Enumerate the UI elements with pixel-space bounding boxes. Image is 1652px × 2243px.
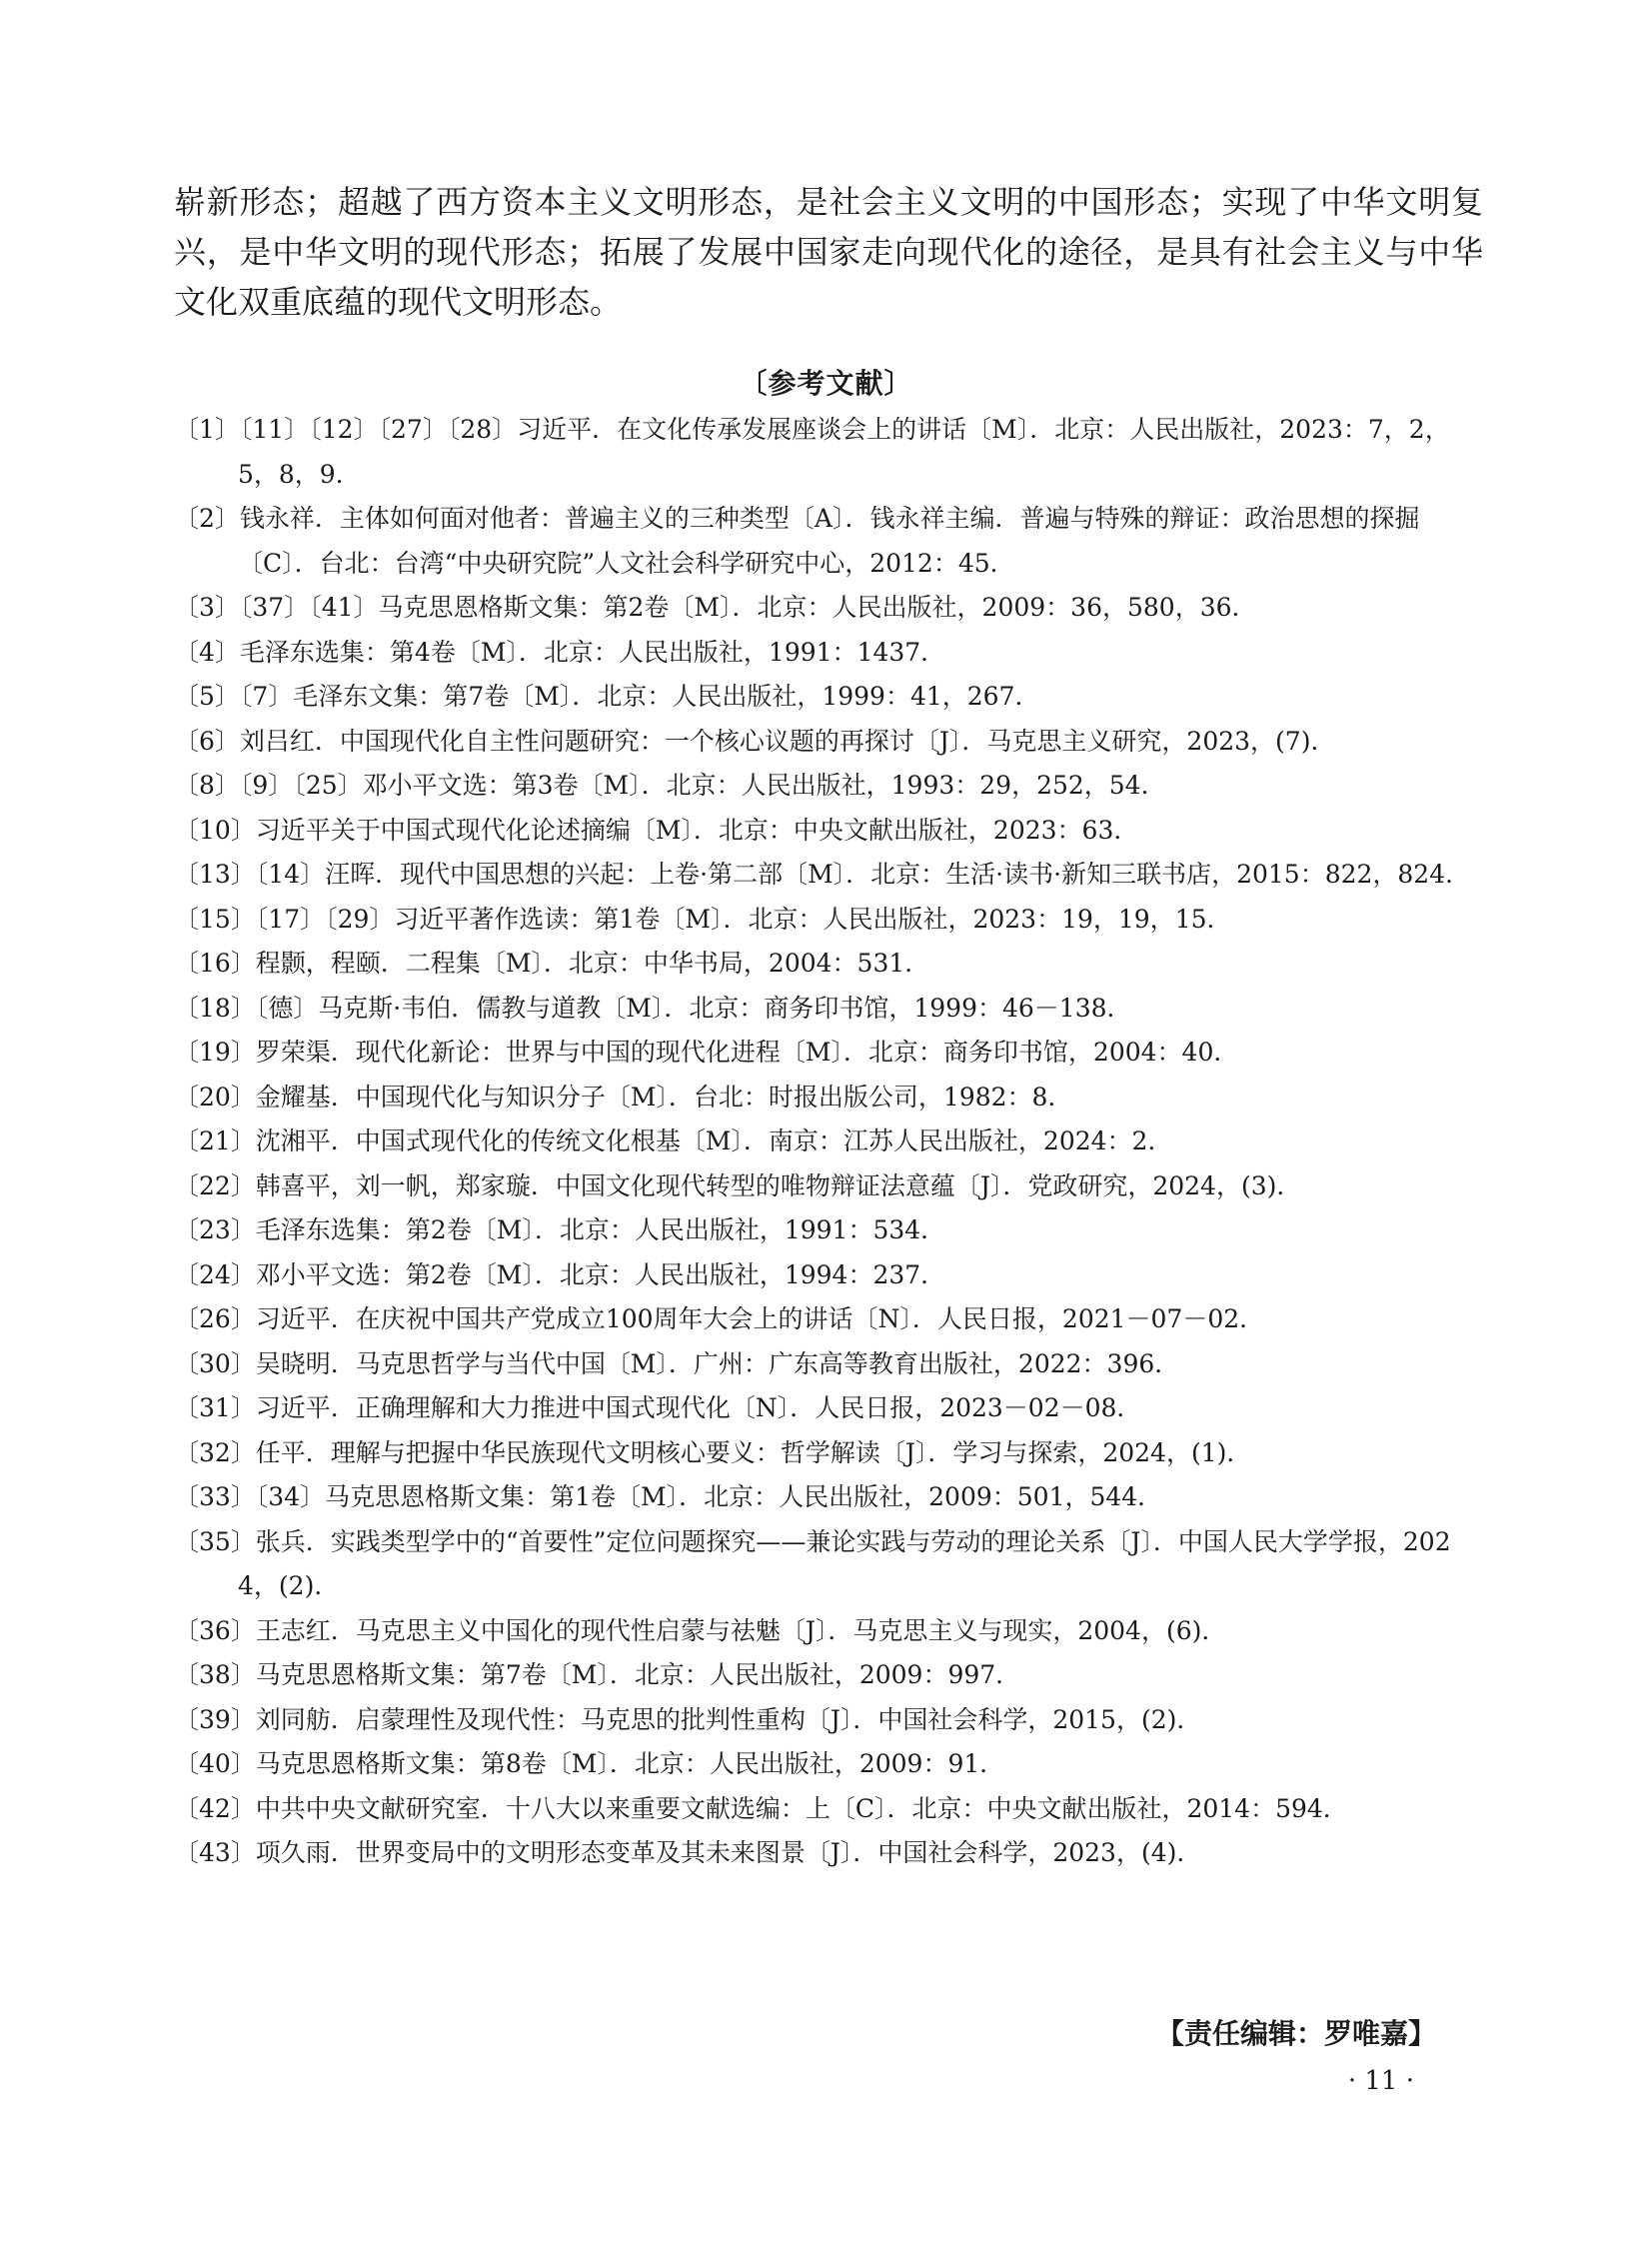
reference-text: 〔4〕毛泽东选集：第4卷〔M〕．北京：人民出版社，1991：1437． <box>174 637 946 667</box>
reference-text: 〔6〕刘吕红．中国现代化自主性问题研究：一个核心议题的再探讨〔J〕．马克思主义研究，2023，(7)． <box>174 726 1336 756</box>
reference-text: 〔21〕沈湘平．中国式现代化的传统文化根基〔M〕．南京：江苏人民出版社，2024：2． <box>174 1126 1173 1155</box>
reference-item <box>174 1164 1483 1209</box>
page-number: · 11 · <box>1347 2066 1414 2096</box>
reference-item <box>174 1031 1483 1076</box>
reference-item <box>174 987 1483 1032</box>
reference-text: 〔39〕刘同舫．启蒙理性及现代性：马克思的批判性重构〔J〕．中国社会科学，2015，(2)． <box>174 1704 1202 1734</box>
responsible-editor: 【责任编辑：罗唯嘉】 <box>1155 2017 1436 2050</box>
reference-text: 〔3〕〔37〕〔41〕马克思恩格斯文集：第2卷〔M〕．北京：人民出版社，2009：36，580，36． <box>174 593 1257 622</box>
reference-item <box>174 1208 1483 1253</box>
reference-item <box>174 675 1483 720</box>
reference-text: 〔19〕罗荣渠．现代化新论：世界与中国的现代化进程〔M〕．北京：商务印书馆，2004：40． <box>174 1038 1239 1067</box>
reference-item <box>174 408 1483 497</box>
reference-text: 〔42〕中共中央文献研究室．十八大以来重要文献选编：上〔C〕．北京：中央文献出版社，2014：594． <box>174 1793 1348 1823</box>
body-paragraph: 崭新形态；超越了西方资本主义文明形态，是社会主义文明的中国形态；实现了中华文明复兴，是中华文明的现代形态；拓展了发展中国家走向现代化的途径，是具有社会主义与中华文化双重底蕴的现代文明形态。 <box>174 183 1483 321</box>
reference-text: 〔40〕马克思恩格斯文集：第8卷〔M〕．北京：人民出版社，2009：91． <box>174 1749 1005 1778</box>
reference-text: 〔10〕习近平关于中国式现代化论述摘编〔M〕．北京：中央文献出版社，2023：63． <box>174 815 1139 845</box>
reference-item <box>174 809 1483 854</box>
reference-text: 〔15〕〔17〕〔29〕习近平著作选读：第1卷〔M〕．北京：人民出版社，2023：19，19，15． <box>174 904 1232 934</box>
reference-item <box>174 1653 1483 1698</box>
reference-item <box>174 1520 1483 1609</box>
reference-text: 〔20〕金耀基．中国现代化与知识分子〔M〕．台北：时报出版公司，1982：8． <box>174 1082 1073 1112</box>
reference-item <box>174 1698 1483 1743</box>
reference-item <box>174 1431 1483 1476</box>
reference-text: 〔31〕习近平．正确理解和大力推进中国式现代化〔N〕．人民日报，2023－02－08． <box>174 1393 1142 1422</box>
reference-list <box>174 408 1483 1876</box>
reference-text: 〔24〕邓小平文选：第2卷〔M〕．北京：人民出版社，1994：237． <box>174 1259 946 1289</box>
reference-text: 〔43〕项久雨．世界变局中的文明形态变革及其未来图景〔J〕．中国社会科学，2023，(4)． <box>174 1838 1202 1867</box>
reference-text: 〔18〕〔德〕马克斯·韦伯．儒教与道教〔M〕．北京：商务印书馆，1999：46－138． <box>174 993 1132 1023</box>
reference-item <box>174 497 1483 586</box>
reference-item <box>174 1253 1483 1298</box>
reference-item <box>174 720 1483 765</box>
reference-text: 〔5〕〔7〕毛泽东文集：第7卷〔M〕．北京：人民出版社，1999：41，267． <box>174 682 1040 711</box>
reference-text: 〔26〕习近平．在庆祝中国共产党成立100周年大会上的讲话〔N〕．人民日报，2021－07－02． <box>174 1304 1265 1333</box>
reference-item <box>174 1076 1483 1121</box>
reference-text: 〔38〕马克思恩格斯文集：第7卷〔M〕．北京：人民出版社，2009：997． <box>174 1660 1021 1689</box>
reference-text: 〔36〕王志红．马克思主义中国化的现代性启蒙与祛魅〔J〕．马克思主义与现实，2004，(6)． <box>174 1615 1227 1645</box>
reference-text: 〔1〕〔11〕〔12〕〔27〕〔28〕习近平．在文化传承发展座谈会上的讲话〔M〕．北京：人民出版社，2023：7，2，5，8，9． <box>174 415 1450 489</box>
reference-text: 〔22〕韩喜平，刘一帆，郑家璇．中国文化现代转型的唯物辩证法意蕴〔J〕．党政研究，2024，(3)． <box>174 1170 1302 1200</box>
reference-item <box>174 853 1483 898</box>
reference-text: 〔2〕钱永祥．主体如何面对他者：普遍主义的三种类型〔A〕．钱永祥主编．普遍与特殊的辩证：政治思想的探掘〔C〕．台北：台湾“中央研究院”人文社会科学研究中心，2012：45． <box>174 504 1420 578</box>
reference-item <box>174 1386 1483 1431</box>
reference-item <box>174 1787 1483 1832</box>
reference-text: 〔13〕〔14〕汪晖．现代中国思想的兴起：上卷·第二部〔M〕．北京：生活·读书·新知三联书店，2015：822，824． <box>174 860 1471 889</box>
references-title: 〔参考文献〕 <box>739 367 913 400</box>
reference-item <box>174 1342 1483 1387</box>
reference-item <box>174 1297 1483 1342</box>
reference-item <box>174 764 1483 809</box>
reference-item <box>174 1120 1483 1164</box>
reference-text: 〔33〕〔34〕马克思恩格斯文集：第1卷〔M〕．北京：人民出版社，2009：501，544． <box>174 1482 1163 1511</box>
reference-item <box>174 1475 1483 1520</box>
reference-text: 〔16〕程颢，程颐．二程集〔M〕．北京：中华书局，2004：531． <box>174 949 930 978</box>
reference-item <box>174 942 1483 987</box>
reference-item <box>174 1742 1483 1787</box>
reference-text: 〔8〕〔9〕〔25〕邓小平文选：第3卷〔M〕．北京：人民出版社，1993：29，252，54． <box>174 771 1166 800</box>
reference-text: 〔30〕吴晓明．马克思哲学与当代中国〔M〕．广州：广东高等教育出版社，2022：396． <box>174 1348 1180 1378</box>
reference-text: 〔32〕任平．理解与把握中华民族现代文明核心要义：哲学解读〔J〕．学习与探索，2024，(1)． <box>174 1437 1252 1467</box>
reference-item <box>174 1831 1483 1876</box>
reference-item <box>174 586 1483 631</box>
reference-item <box>174 1609 1483 1654</box>
reference-text: 〔23〕毛泽东选集：第2卷〔M〕．北京：人民出版社，1991：534． <box>174 1215 946 1244</box>
reference-text: 〔35〕张兵．实践类型学中的“首要性”定位问题探究——兼论实践与劳动的理论关系〔J〕．中国人民大学学报，2024，(2)． <box>174 1526 1451 1600</box>
reference-item <box>174 631 1483 676</box>
reference-item <box>174 898 1483 943</box>
